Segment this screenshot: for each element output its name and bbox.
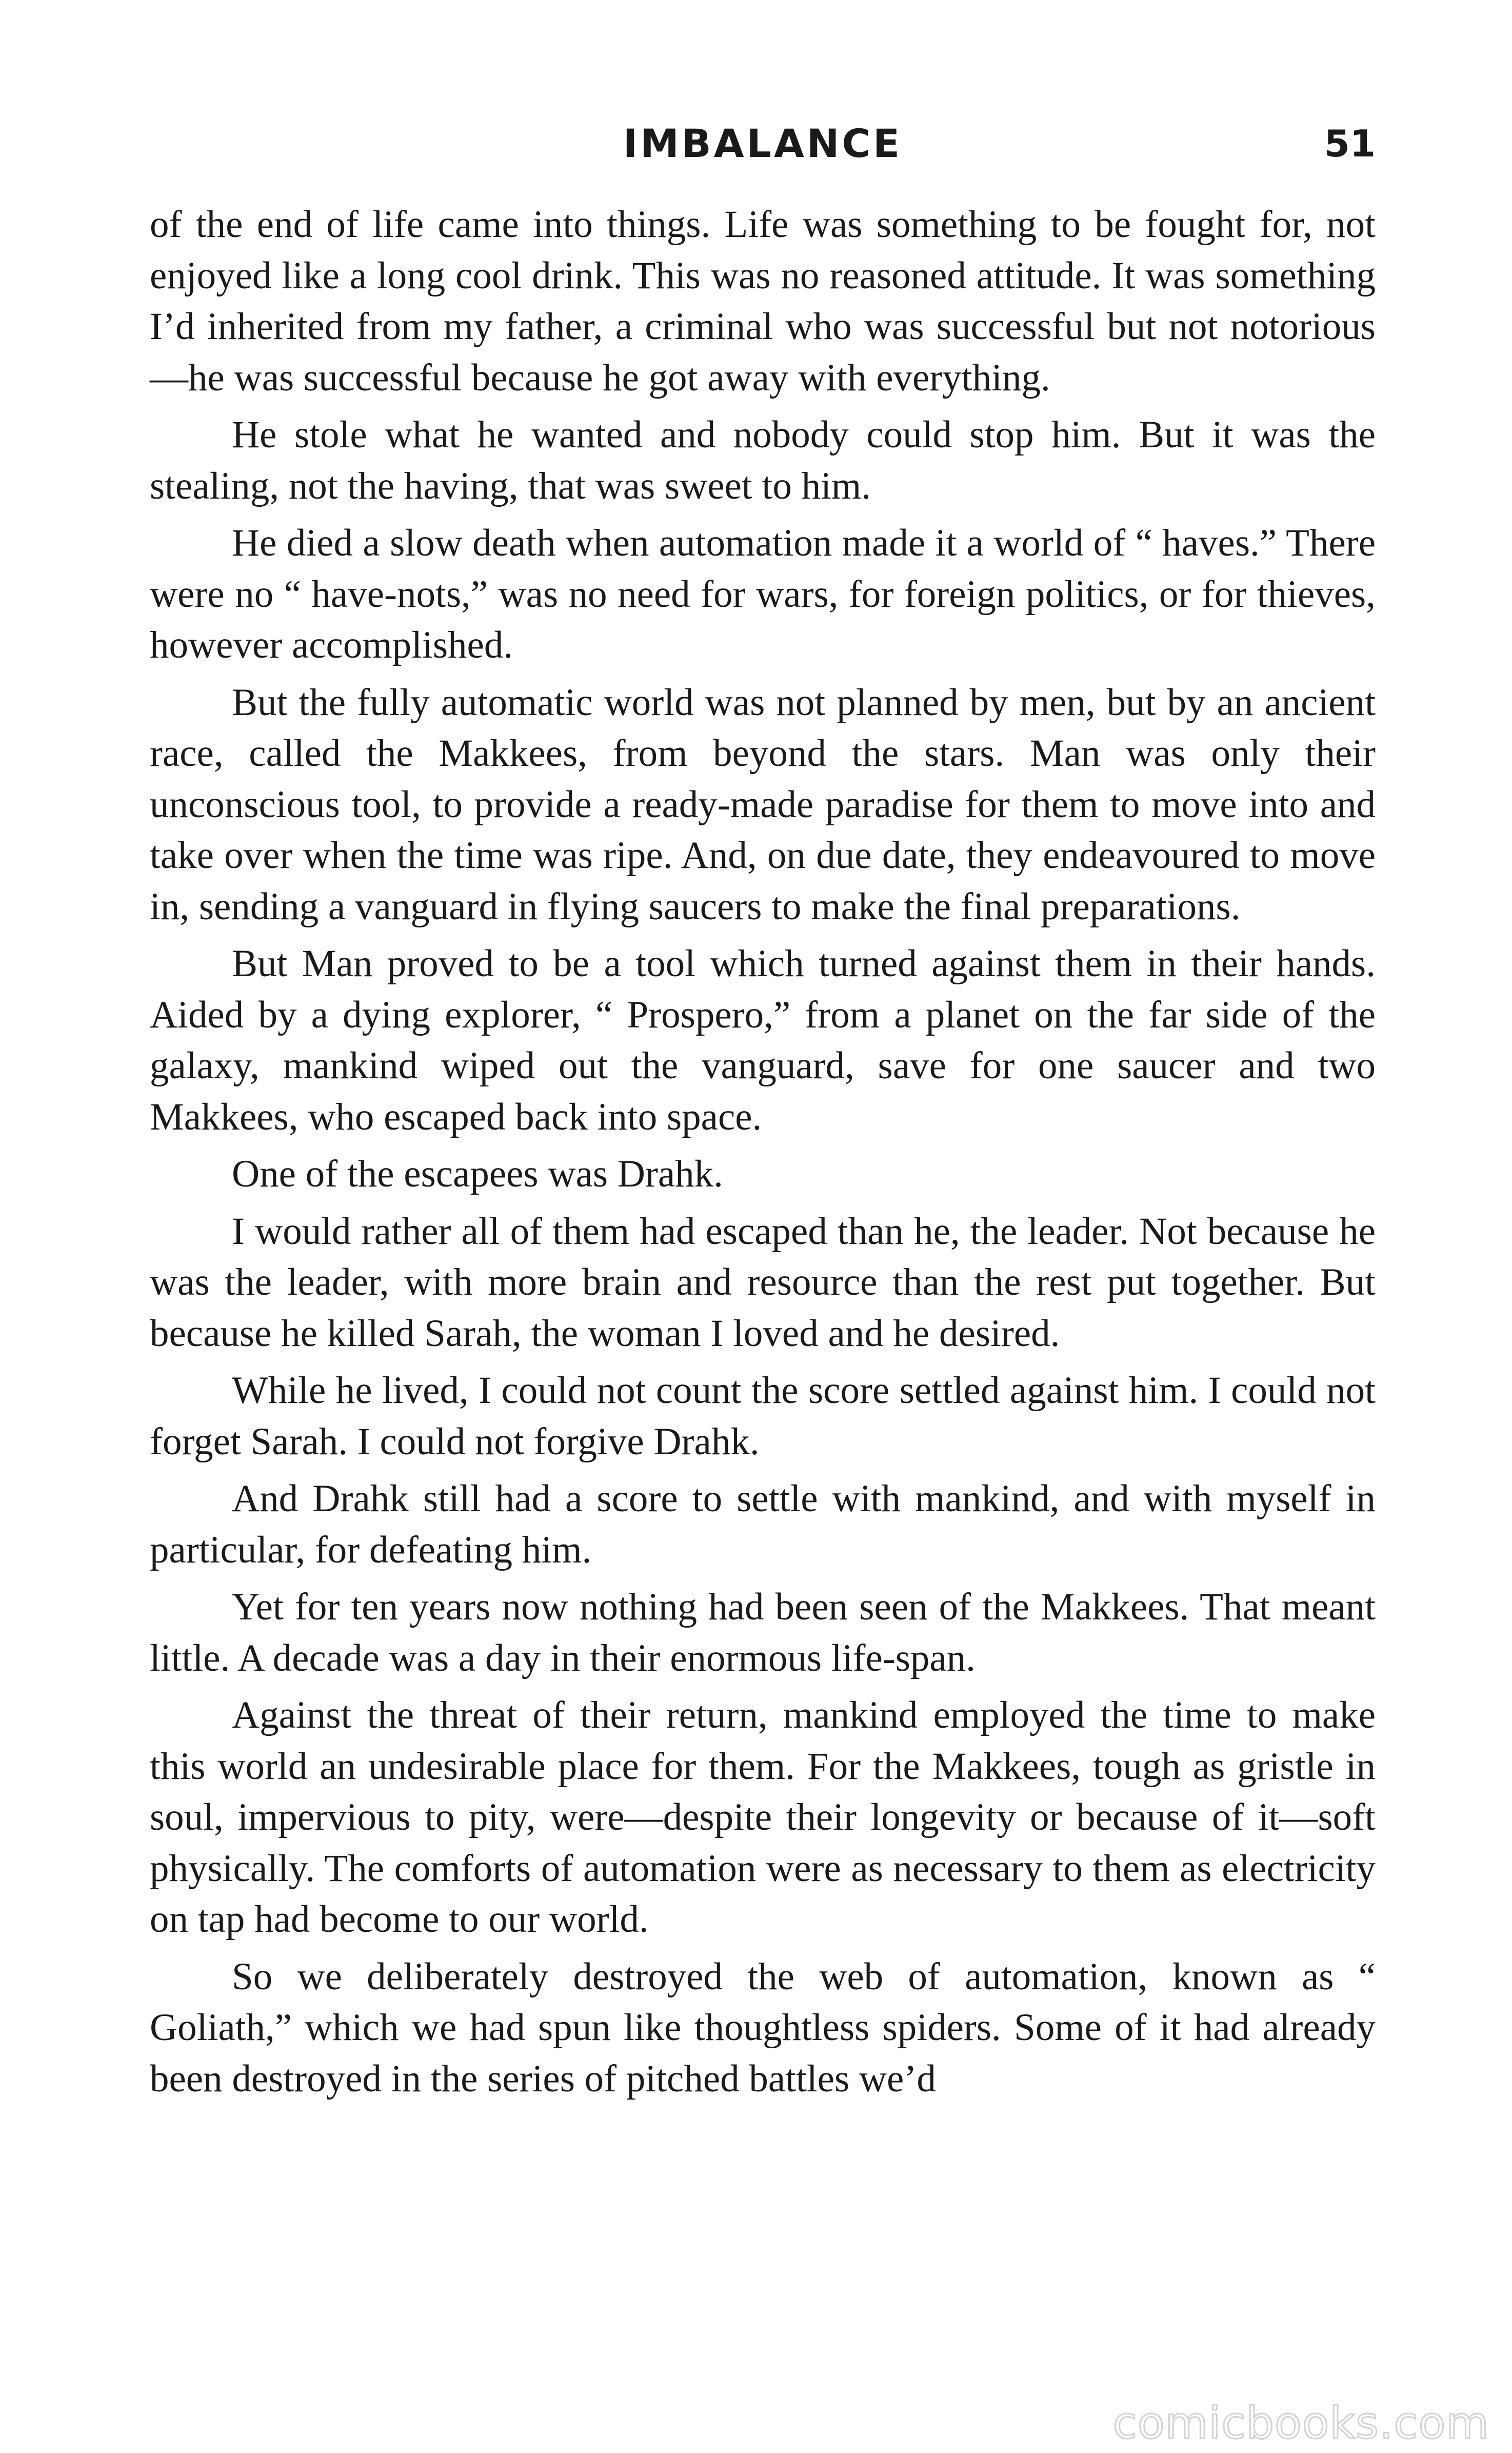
page-number: 51 — [1324, 122, 1376, 165]
page-header — [150, 113, 1376, 174]
paragraph: He stole what he wanted and nobody could stop him. But it was the stealing, not the having, that was sweet to him. — [150, 413, 1376, 507]
paragraph: Yet for ten years now nothing had been seen of the Makkees. That meant little. A decade was a day in their enormous life-span. — [150, 1586, 1376, 1679]
paragraph: But the fully automatic world was not planned by men, but by an ancient race, called the Makkees, from beyond the stars. Man was only their unconscious tool, to provide a ready-made paradise for them to move into and take over when the time was ripe. And, on due date, they endeavoured to move in, sending a vanguard in flying saucers to make the final preparations. — [150, 681, 1376, 928]
paragraph: And Drahk still had a score to settle with mankind, and with myself in particular, for defeating him. — [150, 1477, 1376, 1571]
paragraph: So we deliberately destroyed the web of automation, known as “ Goliath,” which we had spun like thoughtless spiders. Some of it had already been destroyed in the series of pitched battles we’d — [150, 1955, 1376, 2100]
paragraph: Against the threat of their return, mankind employed the time to make this world an undesirable place for them. For the Makkees, tough as gristle in soul, impervious to pity, were—despite their longevity or because of it—soft physically. The comforts of automation were as necessary to them as electricity on tap had become to our world. — [150, 1694, 1376, 1941]
paragraph: One of the escapees was Drahk. — [232, 1153, 723, 1195]
paragraph: While he lived, I could not count the score settled against him. I could not forget Sarah. I could not forgive Drahk. — [150, 1369, 1376, 1463]
paragraph: He died a slow death when automation made it a world of “ haves.” There were no “ have-nots,” was no need for wars, for foreign politics, or for thieves, however accomplished. — [150, 522, 1376, 666]
paragraph: of the end of life came into things. Life was something to be fought for, not enjoyed like a long cool drink. This was no reasoned attitude. It was something I’d inherited from my father, a criminal who was successful but not notorious—he was successful because he got away with everything. — [150, 203, 1376, 399]
paragraph: I would rather all of them had escaped than he, the leader. Not because he was the leader, with more brain and resource than the rest put together. But because he killed Sarah, the woman I loved and he desired. — [150, 1210, 1376, 1355]
running-head: IMBALANCE — [623, 121, 903, 166]
watermark: comicbooks.com — [1112, 2398, 1489, 2449]
body-text — [150, 199, 1376, 2110]
paragraph: But Man proved to be a tool which turned against them in their hands. Aided by a dying explorer, “ Prospero,” from a planet on the far side of the galaxy, mankind wiped out the vanguard, save for one saucer and two Makkees, who escaped back into space. — [150, 942, 1376, 1138]
